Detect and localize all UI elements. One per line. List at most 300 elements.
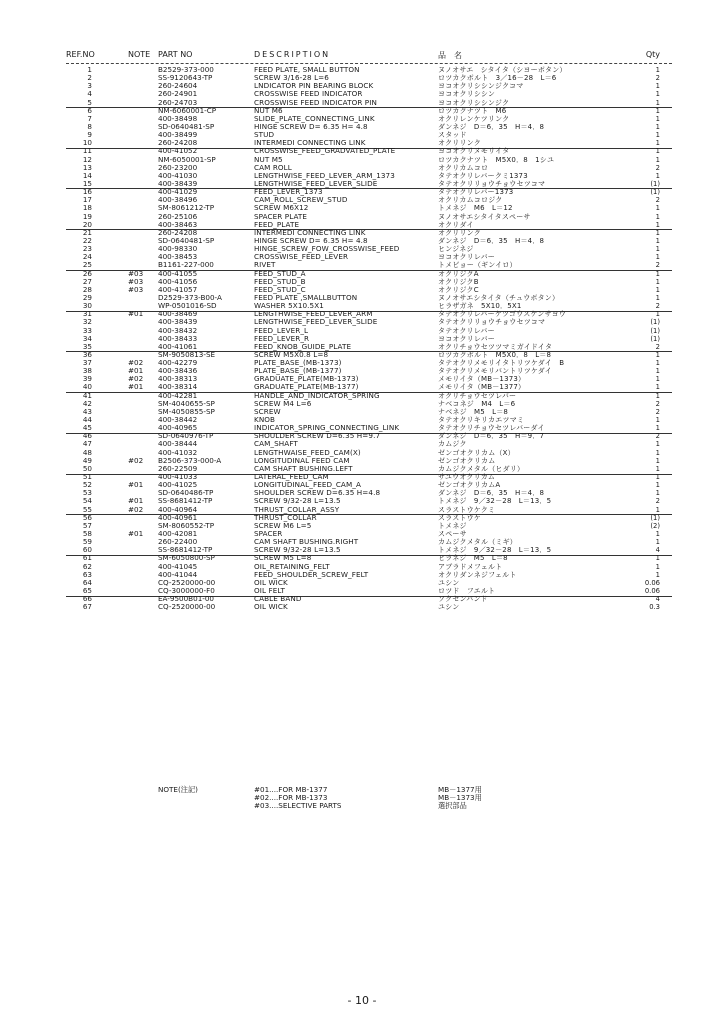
note-code-02: #02....FOR MB-1373 xyxy=(254,793,328,802)
qty-cell: 1 xyxy=(655,269,660,278)
description-cell: SCREW M6 L=5 xyxy=(254,520,312,530)
name-jp-cell: タテオクリキリカエツマミ xyxy=(438,416,525,425)
qty-cell: (2) xyxy=(650,521,660,530)
name-jp-cell: ロツド フエルト xyxy=(438,587,496,595)
part-no-cell: 400-38439 xyxy=(158,178,198,188)
qty-cell: 1 xyxy=(655,245,660,254)
note-cell: #02 xyxy=(128,504,144,514)
qty-cell: 1 xyxy=(655,350,660,359)
table-row xyxy=(66,204,672,212)
ref-no-cell: 30 xyxy=(82,301,92,311)
description-cell: LONGITUDINAL_FEED_CAM_A xyxy=(254,480,361,490)
qty-cell: 1 xyxy=(655,383,660,392)
part-no-cell: 400-41033 xyxy=(158,472,198,482)
part-no-cell: 400-41052 xyxy=(158,146,198,156)
ref-no-cell: 25 xyxy=(82,260,92,270)
ref-no-cell: 46 xyxy=(82,431,92,441)
qty-cell: 1 xyxy=(655,114,660,123)
note-jp-01: MB－1377用 xyxy=(438,785,482,794)
table-row xyxy=(66,131,672,139)
qty-cell: 2 xyxy=(655,302,660,311)
description-cell: HANDLE_AND_INDICATOR_SPRING xyxy=(254,390,380,400)
qty-cell: 1 xyxy=(655,375,660,384)
description-cell: HINGE SCREW D= 6.35 H= 4.8 xyxy=(254,235,368,245)
ref-no-cell: 19 xyxy=(82,211,92,221)
qty-cell: 1 xyxy=(655,253,660,262)
col-header-ref-no: REF.NO xyxy=(66,50,95,59)
ref-no-cell: 58 xyxy=(82,529,92,539)
qty-cell: 2 xyxy=(655,163,660,172)
name-jp-cell: タテオクリチョウセツレバーダイ xyxy=(438,424,545,433)
description-cell: CAM_ROLL_SCREW_STUD xyxy=(254,195,348,205)
table-row xyxy=(66,530,672,538)
ref-no-cell: 11 xyxy=(82,146,92,156)
part-no-cell: SD-0640486-TP xyxy=(158,488,214,498)
part-no-cell: 400-42281 xyxy=(158,390,198,400)
part-no-cell: 400-40961 xyxy=(158,512,198,522)
name-jp-cell: タテオクリレバー xyxy=(438,326,495,335)
name-jp-cell: スラストウケ xyxy=(438,513,481,522)
description-cell: SCREW M5 L=8 xyxy=(254,553,312,563)
name-jp-cell: ヌノオサエ シタイタ（シヨーボタン） xyxy=(438,66,567,74)
qty-cell: 1 xyxy=(655,473,660,482)
table-row xyxy=(66,294,672,302)
name-jp-cell: ソクセンバンド xyxy=(438,595,488,604)
ref-no-cell: 50 xyxy=(82,463,92,473)
name-jp-cell: オクリジクA xyxy=(438,269,479,278)
table-row xyxy=(66,261,672,269)
table-row xyxy=(66,587,672,595)
name-jp-cell: ナベコネジ M4 L＝6 xyxy=(438,399,516,408)
ref-no-cell: 7 xyxy=(87,113,92,123)
name-jp-cell: トメネジ M6 L＝12 xyxy=(438,204,513,213)
table-row xyxy=(66,270,672,278)
description-cell: LENGTHWAISE_FEED_CAM(X) xyxy=(254,447,361,457)
note-cell: #03 xyxy=(128,276,144,286)
name-jp-cell: オクリチョウセツレバー xyxy=(438,391,517,400)
ref-no-cell: 56 xyxy=(82,512,92,522)
description-cell: SHOULDER SCREW D=6.35 H=4.8 xyxy=(254,488,381,498)
ref-no-cell: 51 xyxy=(82,472,92,482)
part-no-cell: D2529-373-B00-A xyxy=(158,292,222,302)
qty-cell: 1 xyxy=(655,538,660,547)
description-cell: GRADUATE_PLATE(MB-1377) xyxy=(254,382,359,392)
name-jp-cell: ダンネジ D＝6．35 H＝4．8 xyxy=(438,489,545,498)
part-no-cell: 400-41032 xyxy=(158,447,198,457)
name-jp-cell: スペーサ xyxy=(438,530,467,539)
table-row xyxy=(66,359,672,367)
table-row xyxy=(66,188,672,196)
table-row xyxy=(66,318,672,326)
description-cell: CROSSWISE FEED INDICATOR xyxy=(254,89,363,99)
ref-no-cell: 48 xyxy=(82,447,92,457)
qty-cell: 1 xyxy=(655,90,660,99)
ref-no-cell: 36 xyxy=(82,349,92,359)
name-jp-cell: ロツカクナツト M6 xyxy=(438,106,507,115)
part-no-cell: SM-8061212-TP xyxy=(158,203,215,213)
qty-cell: (1) xyxy=(650,326,660,335)
qty-cell: 1 xyxy=(655,391,660,400)
description-cell: THRUST_COLLAR xyxy=(254,512,317,522)
part-no-cell: CQ-2520000-00 xyxy=(158,577,216,587)
part-no-cell: CQ-2520000-00 xyxy=(158,602,216,612)
part-no-cell: 400-41045 xyxy=(158,561,198,571)
ref-no-cell: 49 xyxy=(82,455,92,465)
description-cell: LENGTHWISE_FEED_LEVER_SLIDE xyxy=(254,317,378,327)
part-no-cell: 400-38498 xyxy=(158,113,198,123)
ref-no-cell: 66 xyxy=(82,594,92,604)
ref-no-cell: 52 xyxy=(82,480,92,490)
part-no-cell: 400-40965 xyxy=(158,423,198,433)
qty-cell: 1 xyxy=(655,277,660,286)
table-row xyxy=(66,335,672,343)
ref-no-cell: 8 xyxy=(87,121,92,131)
ref-no-cell: 47 xyxy=(82,439,92,449)
description-cell: SCREW 3/16-28 L=6 xyxy=(254,73,329,83)
part-no-cell: 260-25106 xyxy=(158,211,198,221)
part-no-cell: 400-38469 xyxy=(158,309,198,319)
part-no-cell: 400-41057 xyxy=(158,284,198,294)
description-cell: CROSSWISE FEED INDICATOR PIN xyxy=(254,97,377,107)
col-header-note: NOTE xyxy=(128,50,151,59)
table-row xyxy=(66,115,672,123)
description-cell: NUT M6 xyxy=(254,105,283,115)
description-cell: INDICATOR_SPRING_CONNECTING_LINK xyxy=(254,423,400,433)
part-no-cell: 400-41029 xyxy=(158,187,198,197)
table-row xyxy=(66,82,672,90)
ref-no-cell: 3 xyxy=(87,81,92,91)
description-cell: OIL_RETAINING_FELT xyxy=(254,561,330,571)
ref-no-cell: 5 xyxy=(87,97,92,107)
part-no-cell: 400-42279 xyxy=(158,358,198,368)
col-header-part-no: PART NO xyxy=(158,50,193,59)
name-jp-cell: カムジクメタル（ミギ） xyxy=(438,538,517,547)
ref-no-cell: 17 xyxy=(82,195,92,205)
name-jp-cell: ヒンジネジ xyxy=(438,245,474,254)
qty-cell: 1 xyxy=(655,82,660,91)
qty-cell: 1 xyxy=(655,440,660,449)
table-row xyxy=(66,538,672,546)
ref-no-cell: 53 xyxy=(82,488,92,498)
ref-no-cell: 6 xyxy=(87,105,92,115)
name-jp-cell: ロツカクボルト 3／16－28 L＝6 xyxy=(438,74,557,83)
table-row xyxy=(66,465,672,473)
ref-no-cell: 35 xyxy=(82,341,92,351)
qty-cell: 4 xyxy=(655,546,660,555)
ref-no-cell: 44 xyxy=(82,415,92,425)
table-row xyxy=(66,66,672,74)
part-no-cell: 260-24901 xyxy=(158,89,198,99)
table-row xyxy=(66,563,672,571)
table-row xyxy=(66,522,672,530)
ref-no-cell: 42 xyxy=(82,398,92,408)
description-cell: FEED_STUD_A xyxy=(254,268,306,278)
description-cell: FEED PLATE ,SMALLBUTTON xyxy=(254,292,358,302)
qty-cell: 0.3 xyxy=(649,603,660,612)
ref-no-cell: 41 xyxy=(82,390,92,400)
part-no-cell: 400-38444 xyxy=(158,439,198,449)
table-row xyxy=(66,514,672,522)
description-cell: SCREW xyxy=(254,406,281,416)
qty-cell: 2 xyxy=(655,196,660,205)
description-cell: SCREW M5X0.8 L=8 xyxy=(254,349,329,359)
part-no-cell: 400-41061 xyxy=(158,341,198,351)
description-cell: LENGTHWISE_FEED_LEVER_ARM xyxy=(254,309,373,319)
part-no-cell: 260-22400 xyxy=(158,537,198,547)
ref-no-cell: 27 xyxy=(82,276,92,286)
table-header xyxy=(66,50,672,62)
note-code-03: #03....SELECTIVE PARTS xyxy=(254,801,342,810)
name-jp-cell: タテオクリリョウチョウセツコマ xyxy=(438,318,546,327)
part-no-cell: 400-38496 xyxy=(158,195,198,205)
description-cell: INTERMEDI CONNECTING LINK xyxy=(254,138,366,148)
description-cell: SLIDE_PLATE_CONNECTING_LINK xyxy=(254,113,375,123)
description-cell: FEED_STUD_C xyxy=(254,284,306,294)
qty-cell: 1 xyxy=(655,122,660,131)
description-cell: SCREW M4 L=6 xyxy=(254,398,312,408)
part-no-cell: SD-0640481-SP xyxy=(158,235,215,245)
part-no-cell: SS-9120643-TP xyxy=(158,73,213,83)
note-cell: #01 xyxy=(128,480,144,490)
part-no-cell: 260-22509 xyxy=(158,463,198,473)
name-jp-cell: カムジク xyxy=(438,440,467,449)
part-no-cell: 400-38439 xyxy=(158,317,198,327)
name-jp-cell: ヨコオクリシシン xyxy=(438,90,496,99)
table-row xyxy=(66,506,672,514)
description-cell: STUD xyxy=(254,130,275,140)
part-no-cell: 400-41030 xyxy=(158,170,198,180)
ref-no-cell: 18 xyxy=(82,203,92,213)
name-jp-cell: カムジクメタル（ヒダリ） xyxy=(438,464,525,473)
ref-no-cell: 37 xyxy=(82,358,92,368)
name-jp-cell: ヨコオクリレバー xyxy=(438,253,495,262)
part-no-cell: B1161-227-000 xyxy=(158,260,214,270)
table-row xyxy=(66,489,672,497)
note-cell: #01 xyxy=(128,382,144,392)
table-row xyxy=(66,180,672,188)
name-jp-cell: スラストウケクミ xyxy=(438,505,496,514)
qty-cell: 1 xyxy=(655,489,660,498)
description-cell: SCREW 9/32-28 L=13.5 xyxy=(254,545,341,555)
part-no-cell: NM-6060001-CP xyxy=(158,105,217,115)
qty-cell: 1 xyxy=(655,293,660,302)
name-jp-cell: ヨコオクリシシンジク xyxy=(438,98,510,107)
table-row xyxy=(66,449,672,457)
table-row xyxy=(66,327,672,335)
table-row xyxy=(66,595,672,603)
name-jp-cell: オクリチョウセツツマミガイドイタ xyxy=(438,342,553,351)
table-row xyxy=(66,546,672,554)
description-cell: CROSSWISE_FEED_GRADVATED_PLATE xyxy=(254,146,396,156)
description-cell: NUT M5 xyxy=(254,154,283,164)
name-jp-cell: ヒラネジ M5 L＝8 xyxy=(438,554,508,563)
part-no-cell: 400-41025 xyxy=(158,480,198,490)
part-no-cell: 400-38499 xyxy=(158,130,198,140)
name-jp-cell: タテオクリメモリイタトリツケダイ B xyxy=(438,359,565,368)
qty-cell: 1 xyxy=(655,464,660,473)
description-cell: HINGE_SCREW_FOW_CROSSWISE_FEED xyxy=(254,244,400,254)
name-jp-cell: タテオクリレバー1373 xyxy=(438,188,514,197)
name-jp-cell: スタッド xyxy=(438,131,467,140)
note-cell: #01 xyxy=(128,496,144,506)
table-row xyxy=(66,457,672,465)
name-jp-cell: ゼンゴオクリカム（X） xyxy=(438,448,515,457)
ref-no-cell: 29 xyxy=(82,292,92,302)
qty-cell: 1 xyxy=(655,310,660,319)
ref-no-cell: 31 xyxy=(82,309,92,319)
ref-no-cell: 65 xyxy=(82,586,92,595)
part-no-cell: SM-4040655-SP xyxy=(158,398,215,408)
qty-cell: 1 xyxy=(655,554,660,563)
description-cell: RIVET xyxy=(254,260,276,270)
description-cell: SHOULDER SCREW D=6.35 H=9.7 xyxy=(254,431,381,441)
ref-no-cell: 1 xyxy=(87,65,92,74)
table-row xyxy=(66,156,672,164)
part-no-cell: SS-8681412-TP xyxy=(158,545,213,555)
note-cell: #02 xyxy=(128,455,144,465)
description-cell: CAM ROLL xyxy=(254,162,292,172)
ref-no-cell: 61 xyxy=(82,553,92,563)
name-jp-cell: オクリダイ xyxy=(438,220,474,229)
name-jp-cell: メモリイタ（MB－1373） xyxy=(438,375,526,384)
description-cell: CAM_SHAFT xyxy=(254,439,298,449)
qty-cell: 2 xyxy=(655,432,660,441)
table-row xyxy=(66,245,672,253)
table-row xyxy=(66,473,672,481)
qty-cell: 1 xyxy=(655,139,660,148)
ref-no-cell: 38 xyxy=(82,366,92,376)
qty-cell: 1 xyxy=(655,285,660,294)
part-no-cell: 400-38442 xyxy=(158,415,198,425)
name-jp-cell: オクリカムコロジク xyxy=(438,196,503,205)
part-no-cell: 400-42081 xyxy=(158,529,198,539)
part-no-cell: 260-24703 xyxy=(158,97,198,107)
table-row xyxy=(66,229,672,237)
name-jp-cell: タテオクリレバークミ1373 xyxy=(438,171,528,180)
name-jp-cell: ロツカクボルト M5X0．8 L＝8 xyxy=(438,350,552,359)
qty-cell: 1 xyxy=(655,416,660,425)
qty-cell: 1 xyxy=(655,424,660,433)
description-cell: SPACER xyxy=(254,529,283,539)
name-jp-cell: ダンネジ D＝6．35 H＝4．8 xyxy=(438,122,545,131)
ref-no-cell: 32 xyxy=(82,317,92,327)
qty-cell: 1 xyxy=(655,220,660,229)
table-row xyxy=(66,213,672,221)
description-cell: CABLE BAND xyxy=(254,594,302,604)
qty-cell: 4 xyxy=(655,595,660,604)
ref-no-cell: 20 xyxy=(82,219,92,229)
qty-cell: 1 xyxy=(655,98,660,107)
qty-cell: (1) xyxy=(650,318,660,327)
qty-cell: (1) xyxy=(650,513,660,522)
part-no-cell: 400-38314 xyxy=(158,382,198,392)
part-no-cell: WP-0501016-SD xyxy=(158,301,217,311)
ref-no-cell: 64 xyxy=(82,577,92,587)
name-jp-cell: オクリジクB xyxy=(438,277,479,286)
description-cell: GRADUATE_PLATE(MB-1373) xyxy=(254,374,359,384)
part-no-cell: SM-6050800-SP xyxy=(158,553,215,563)
table-row xyxy=(66,408,672,416)
part-no-cell: SD-0640481-SP xyxy=(158,121,215,131)
qty-cell: 1 xyxy=(655,481,660,490)
description-cell: FEED_STUD_B xyxy=(254,276,306,286)
qty-cell: 1 xyxy=(655,359,660,368)
ref-no-cell: 43 xyxy=(82,406,92,416)
ref-no-cell: 33 xyxy=(82,325,92,335)
description-cell: LNDICATOR PIN BEARING BLOCK xyxy=(254,81,374,91)
ref-no-cell: 57 xyxy=(82,520,92,530)
name-jp-cell: オクリリンク xyxy=(438,139,481,148)
name-jp-cell: ロツカクナツト M5X0．8 1シユ xyxy=(438,155,555,164)
table-row xyxy=(66,253,672,261)
ref-no-cell: 67 xyxy=(82,602,92,612)
name-jp-cell: ヒラザガネ 5X10．5X1 xyxy=(438,302,522,311)
col-header-name-jp: 品 名 xyxy=(438,51,462,60)
name-jp-cell: アブラドメフェルト xyxy=(438,562,503,571)
ref-no-cell: 2 xyxy=(87,73,92,83)
description-cell: SPACER PLATE xyxy=(254,211,308,221)
note-cell: #02 xyxy=(128,374,144,384)
ref-no-cell: 9 xyxy=(87,130,92,140)
name-jp-cell: トメネジ 9／32－28 L＝13．5 xyxy=(438,546,552,555)
part-no-cell: 400-98330 xyxy=(158,244,198,254)
ref-no-cell: 39 xyxy=(82,374,92,384)
ref-no-cell: 24 xyxy=(82,252,92,262)
description-cell: CROSSWISE_FEED_LEVER xyxy=(254,252,349,262)
qty-cell: 2 xyxy=(655,407,660,416)
qty-cell: 2 xyxy=(655,261,660,270)
description-cell: INTERMEDI CONNECTING LINK xyxy=(254,227,366,237)
name-jp-cell: ゼンゴオクリカムA xyxy=(438,481,501,490)
ref-no-cell: 62 xyxy=(82,561,92,571)
qty-cell: 1 xyxy=(655,448,660,457)
description-cell: OIL FELT xyxy=(254,586,285,595)
description-cell: CAM SHAFT BUSHING.RIGHT xyxy=(254,537,359,547)
ref-no-cell: 10 xyxy=(82,138,92,148)
description-cell: PLATE_BASE_(MB-1373) xyxy=(254,358,342,368)
name-jp-cell: オクリカムコロ xyxy=(438,163,489,172)
qty-cell: 1 xyxy=(655,171,660,180)
name-jp-cell: トメネジ 9／32－28 L＝13．5 xyxy=(438,497,552,506)
qty-cell: (1) xyxy=(650,188,660,197)
ref-no-cell: 4 xyxy=(87,89,92,99)
table-row xyxy=(66,497,672,505)
table-row xyxy=(66,554,672,562)
part-no-cell: 400-40964 xyxy=(158,504,198,514)
ref-no-cell: 14 xyxy=(82,170,92,180)
page-number: - 10 - xyxy=(347,994,377,1007)
parts-table xyxy=(66,66,672,611)
part-no-cell: NM-6050001-SP xyxy=(158,154,216,164)
table-row xyxy=(66,196,672,204)
table-row xyxy=(66,147,672,155)
note-cell: #01 xyxy=(128,529,144,539)
ref-no-cell: 59 xyxy=(82,537,92,547)
table-row xyxy=(66,221,672,229)
name-jp-cell: オクリレンケツリンク xyxy=(438,114,510,123)
qty-cell: 1 xyxy=(655,367,660,376)
description-cell: FEED_LEVER_L xyxy=(254,325,309,335)
table-row xyxy=(66,440,672,448)
qty-cell: 0.06 xyxy=(644,578,660,587)
qty-cell: 1 xyxy=(655,562,660,571)
note-code-01: #01....FOR MB-1377 xyxy=(254,785,328,794)
name-jp-cell: ヨコオクリシシンジクコマ xyxy=(438,82,524,91)
name-jp-cell: オクリリンク xyxy=(438,228,481,237)
col-header-qty: Qty xyxy=(645,50,660,59)
qty-cell: 2 xyxy=(655,497,660,506)
description-cell: LONGITUDINAL FEED CAM xyxy=(254,455,350,465)
